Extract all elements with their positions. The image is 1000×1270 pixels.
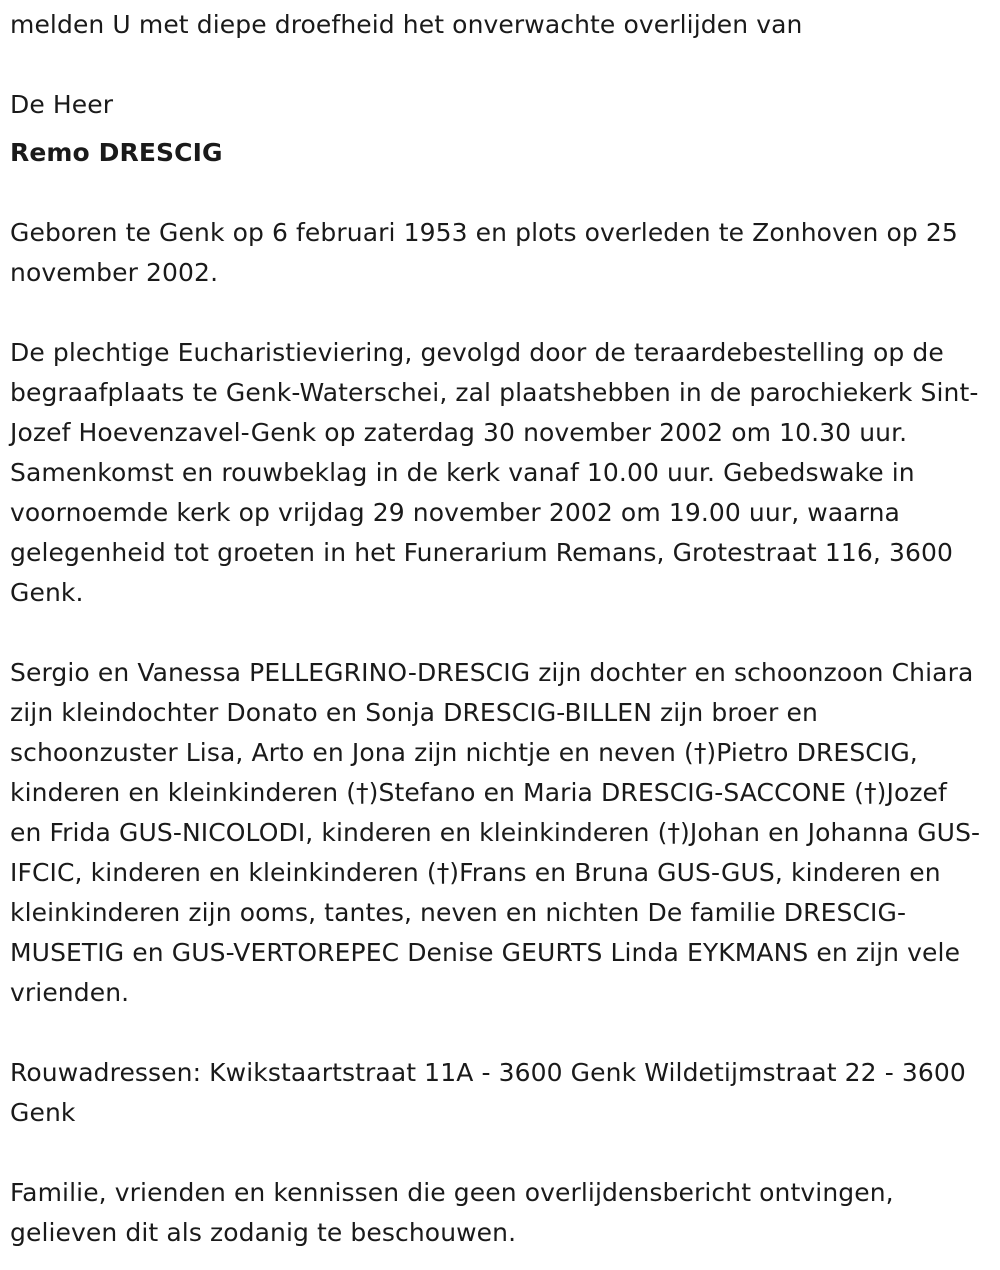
salutation: De Heer [10,90,114,119]
spacer [10,173,985,213]
addresses-paragraph: Rouwadressen: Kwikstaartstraat 11A - 3600 Genk Wildetijmstraat 22 - 3600 Genk [10,1058,966,1127]
birth-death-paragraph: Geboren te Genk op 6 februari 1953 en plots overleden te Zonhoven op 25 november 2002. [10,218,958,287]
obituary-document [10,5,985,1253]
spacer [10,613,985,653]
spacer [10,1013,985,1053]
closing-paragraph: Familie, vrienden en kennissen die geen overlijdensbericht ontvingen, gelieven dit als zodanig te beschouwen. [10,1178,894,1247]
deceased-name: Remo DRESCIG [10,138,223,167]
spacer [10,293,985,333]
ceremony-paragraph: De plechtige Eucharistieviering, gevolgd door de teraardebestelling op de begraafplaats te Genk-Waterschei, zal plaatshebben in de parochiekerk Sint-Jozef Hoevenzavel-Genk op zaterdag 30 november 2002 om 10.30 uur. Samenkomst en rouwbeklag in de kerk vanaf 10.00 uur. Gebedswake in voornoemde kerk op vrijdag 29 november 2002 om 19.00 uur, waarna gelegenheid tot groeten in het Funerarium Remans, Grotestraat 116, 3600 Genk. [10,338,979,607]
family-paragraph: Sergio en Vanessa PELLEGRINO-DRESCIG zijn dochter en schoonzoon Chiara zijn kleindochter Donato en Sonja DRESCIG-BILLEN zijn broer en schoonzuster Lisa, Arto en Jona zijn nichtje en neven (†)Pietro DRESCIG, kinderen en kleinkinderen (†)Stefano en Maria DRESCIG-SACCONE (†)Jozef en Frida GUS-NICOLODI, kinderen en kleinkinderen (†)Johan en Johanna GUS-IFCIC, kinderen en kleinkinderen (†)Frans en Bruna GUS-GUS, kinderen en kleinkinderen zijn ooms, tantes, neven en nichten De familie DRESCIG-MUSETIG en GUS-VERTOREPEC Denise GEURTS Linda EYKMANS en zijn vele vrienden. [10,658,981,1007]
spacer [10,45,985,85]
spacer [10,1133,985,1173]
intro-text: melden U met diepe droefheid het onverwachte overlijden van [10,10,803,39]
